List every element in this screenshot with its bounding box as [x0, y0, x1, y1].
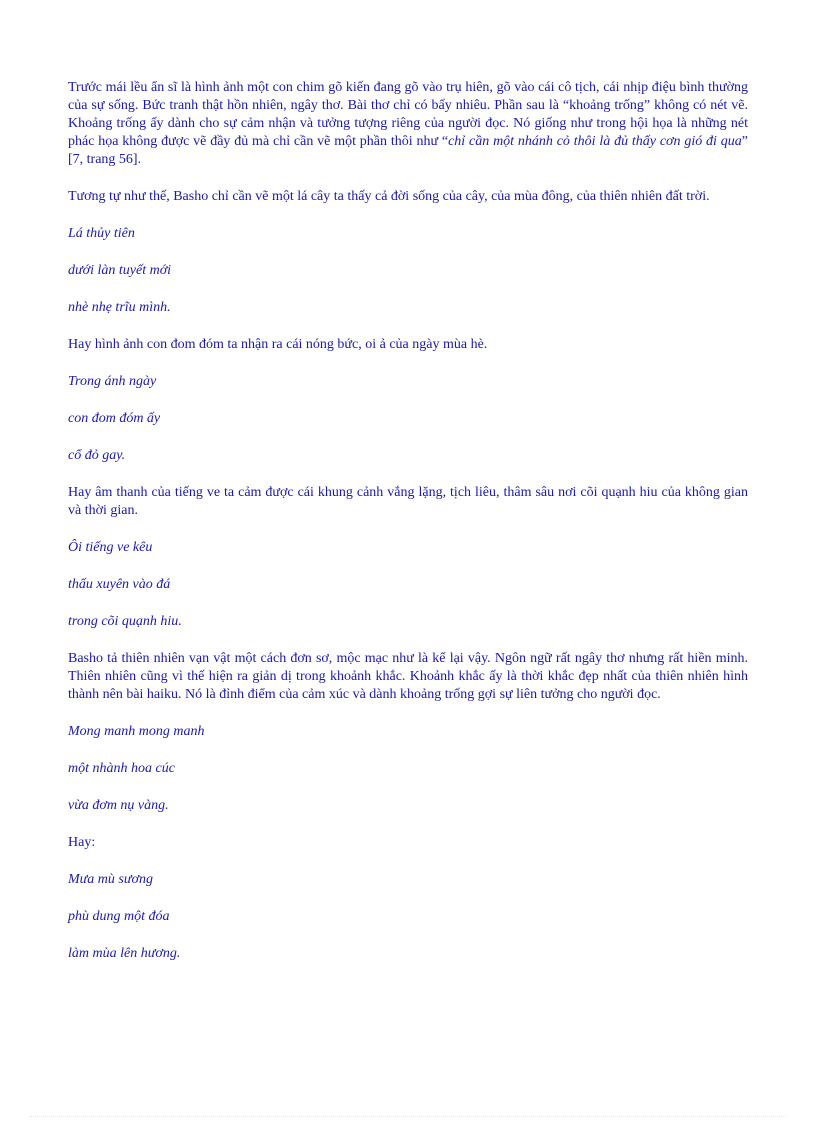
- poem-4-line-3: [68, 797, 748, 815]
- poem-4-line-1: Mong manh mong manh: [68, 724, 205, 739]
- paragraph-3: Hay hình ảnh con đom đóm ta nhận ra cái nóng bức, oi ả của ngày mùa hè.: [68, 337, 488, 352]
- poem-5-line-3-text: làm mùa lên hương: [68, 946, 177, 961]
- poem-3-line-3: [68, 613, 748, 631]
- poem-5-line-2: phù dung một đóa: [68, 909, 170, 924]
- poem-4-line-3-text: vừa đơm nụ vàng: [68, 798, 166, 813]
- paragraph-2: Tương tự như thế, Basho chỉ cần vẽ một lá cây ta thấy cả đời sống của cây, của mùa đông, của thiên nhiên đất trời.: [68, 189, 710, 204]
- paragraph-1: [68, 79, 748, 169]
- poem-1-line-1: Lá thủy tiên: [68, 226, 135, 241]
- paragraph-6: Hay:: [68, 835, 96, 850]
- poem-2-line-2: con đom đóm ấy: [68, 411, 161, 426]
- poem-end-period: .: [167, 300, 171, 315]
- poem-2-line-3: [68, 447, 748, 465]
- poem-end-period: .: [165, 798, 169, 813]
- poem-end-period: .: [176, 946, 181, 961]
- quote-text: chỉ cần một nhánh cỏ thôi là đủ thấy cơn gió đi qua: [448, 134, 742, 149]
- page-bottom-divider: [30, 1116, 786, 1117]
- paragraph-4: Hay âm thanh của tiếng ve ta cảm được cái khung cảnh vắng lặng, tịch liêu, thâm sâu nơi cõi quạnh hiu của không gian và thời gian.: [68, 485, 748, 518]
- poem-2-line-3-text: cổ đỏ gay: [68, 448, 122, 463]
- paragraph-1-text: Trước mái lều ẩn sĩ là hình ảnh một con chim gõ kiến đang gõ vào trụ hiên, gõ vào cái cô tịch, cái nhịp điệu bình thường của sự sống. Bức tranh thật hồn nhiên, ngây thơ. Bài thơ chỉ có bấy nhiêu. Phần sau là “khoảng trống” không có nét vẽ. Khoảng trống ấy dành cho sự cảm nhận và tưởng tượng riêng của người đọc. Nó giống như trong hội họa là những nét phác họa không được vẽ đầy đủ mà chỉ cần vẽ một phần thôi như “: [68, 80, 748, 149]
- poem-1-line-2: dưới làn tuyết mới: [68, 263, 172, 278]
- poem-5-line-3: [68, 945, 748, 963]
- poem-1-line-3-text: nhè nhẹ trĩu mình: [68, 300, 168, 315]
- poem-end-period: .: [121, 448, 126, 463]
- poem-3-line-1: Ôi tiếng ve kêu: [68, 540, 153, 555]
- poem-3-line-3-text: trong cõi quạnh hiu: [68, 614, 179, 629]
- poem-4-line-2: một nhành hoa cúc: [68, 761, 175, 776]
- poem-end-period: .: [178, 614, 182, 629]
- poem-3-line-2: thấu xuyên vào đá: [68, 577, 171, 592]
- poem-2-line-1: Trong ánh ngày: [68, 374, 157, 389]
- citation-text: ” [7, trang 56].: [68, 134, 748, 167]
- poem-1-line-3: [68, 299, 748, 317]
- paragraph-5: Basho tả thiên nhiên vạn vật một cách đơn sơ, mộc mạc như là kể lại vậy. Ngôn ngữ rất ngây thơ nhưng rất hiền minh. Thiên nhiên cũng vì thế hiện ra giản dị trong khoảnh khắc. Khoảnh khắc ấy là thời khắc đẹp nhất của thiên nhiên hình thành nên bài haiku. Nó là đỉnh điểm của cảm xúc và dành khoảng trống gợi sự liên tưởng cho người đọc.: [68, 651, 748, 702]
- poem-5-line-1: Mưa mù sương: [68, 872, 153, 887]
- document-body: [68, 79, 748, 982]
